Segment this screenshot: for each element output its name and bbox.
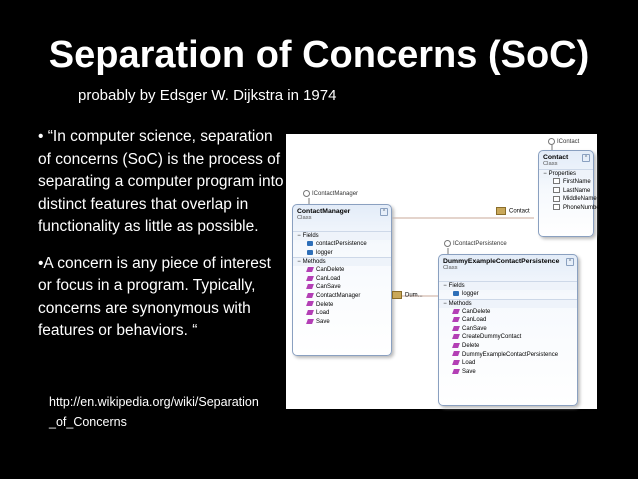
field-icon <box>307 241 313 246</box>
method-icon <box>452 343 460 348</box>
bullet-list <box>38 126 288 357</box>
method-item: CanLoad <box>439 316 577 325</box>
fields-section[interactable]: − Fields <box>439 281 577 290</box>
method-icon <box>306 319 314 324</box>
class-diagram <box>286 134 602 409</box>
method-icon <box>452 317 460 322</box>
method-icon <box>306 284 314 289</box>
field-item: logger <box>293 249 391 258</box>
contact-class-kind: Class <box>543 161 558 167</box>
source-link[interactable]: http://en.wikipedia.org/wiki/Separation_of_Concerns <box>49 395 259 429</box>
contactmanager-class-name: ContactManager <box>297 208 351 215</box>
persistence-association-label: Dum... <box>392 291 423 299</box>
association-icon <box>496 207 506 215</box>
method-icon <box>306 310 314 315</box>
lollipop-icon <box>548 138 555 145</box>
method-icon <box>306 276 314 281</box>
lollipop-icon <box>444 240 451 247</box>
slide-title: Separation of Concerns (SoC) <box>48 34 590 76</box>
icontactmanager-interface-label: IContactManager <box>303 190 358 197</box>
method-item: Load <box>293 309 391 318</box>
association-icon <box>392 291 402 299</box>
collapse-toggle-icon[interactable]: ^ <box>380 208 388 216</box>
property-icon <box>553 196 560 202</box>
contactmanager-class-box[interactable] <box>292 204 392 356</box>
persistence-class-box[interactable] <box>438 254 578 406</box>
method-icon <box>452 309 460 314</box>
field-icon <box>307 250 313 255</box>
method-item: CanSave <box>293 283 391 292</box>
fields-section[interactable]: − Fields <box>293 231 391 240</box>
field-icon <box>453 291 459 296</box>
icontact-interface-label: IContact <box>548 138 579 145</box>
properties-section[interactable]: − Properties <box>539 169 593 178</box>
contactmanager-class-kind: Class <box>297 215 312 221</box>
methods-section[interactable]: − Methods <box>293 257 391 266</box>
method-icon <box>452 351 460 356</box>
property-item: FirstName <box>539 178 593 187</box>
method-icon <box>452 334 460 339</box>
field-item: contactPersistence <box>293 240 391 249</box>
method-icon <box>306 293 314 298</box>
slide-subtitle: probably by Edsger W. Dijkstra in 1974 <box>78 87 337 104</box>
contact-class-name: Contact <box>543 154 569 161</box>
method-icon <box>452 369 460 374</box>
method-item: CreateDummyContact <box>439 333 577 342</box>
property-item: LastName <box>539 187 593 196</box>
bullet-definition: • “In computer science, separation of concerns (SoC) is the process of separating a computer program into distinct features that overlap in functionality as little as possible. <box>38 128 284 235</box>
property-icon <box>553 204 560 210</box>
method-item: CanDelete <box>293 266 391 275</box>
method-item: CanSave <box>439 325 577 334</box>
collapse-toggle-icon[interactable]: ^ <box>566 258 574 266</box>
method-item: Save <box>439 368 577 377</box>
method-item: Delete <box>439 342 577 351</box>
method-icon <box>306 301 314 306</box>
method-item: ContactManager <box>293 292 391 301</box>
field-item: logger <box>439 290 577 299</box>
property-item: PhoneNumber <box>539 204 593 213</box>
contact-association-label: Contact <box>496 207 530 215</box>
property-item: MiddleName <box>539 195 593 204</box>
method-item: Load <box>439 359 577 368</box>
lollipop-icon <box>303 190 310 197</box>
property-icon <box>553 187 560 193</box>
method-item: Delete <box>293 301 391 310</box>
bullet-concern: •A concern is any piece of interest or focus in a program. Typically, concerns are synonymous with features or behaviors. “ <box>38 254 271 339</box>
method-icon <box>306 267 314 272</box>
persistence-class-name: DummyExampleContactPersistence <box>443 258 560 265</box>
method-icon <box>452 326 460 331</box>
methods-section[interactable]: − Methods <box>439 299 577 308</box>
method-item: DummyExampleContactPersistence <box>439 351 577 360</box>
contact-class-box[interactable] <box>538 150 602 237</box>
property-icon <box>553 178 560 184</box>
collapse-toggle-icon[interactable]: ^ <box>582 154 590 162</box>
method-item: CanLoad <box>293 275 391 284</box>
persistence-class-kind: Class <box>443 265 458 271</box>
icontactpersistence-interface-label: IContactPersistence <box>444 240 507 247</box>
method-icon <box>452 360 460 365</box>
method-item: CanDelete <box>439 308 577 317</box>
method-item: Save <box>293 318 391 327</box>
